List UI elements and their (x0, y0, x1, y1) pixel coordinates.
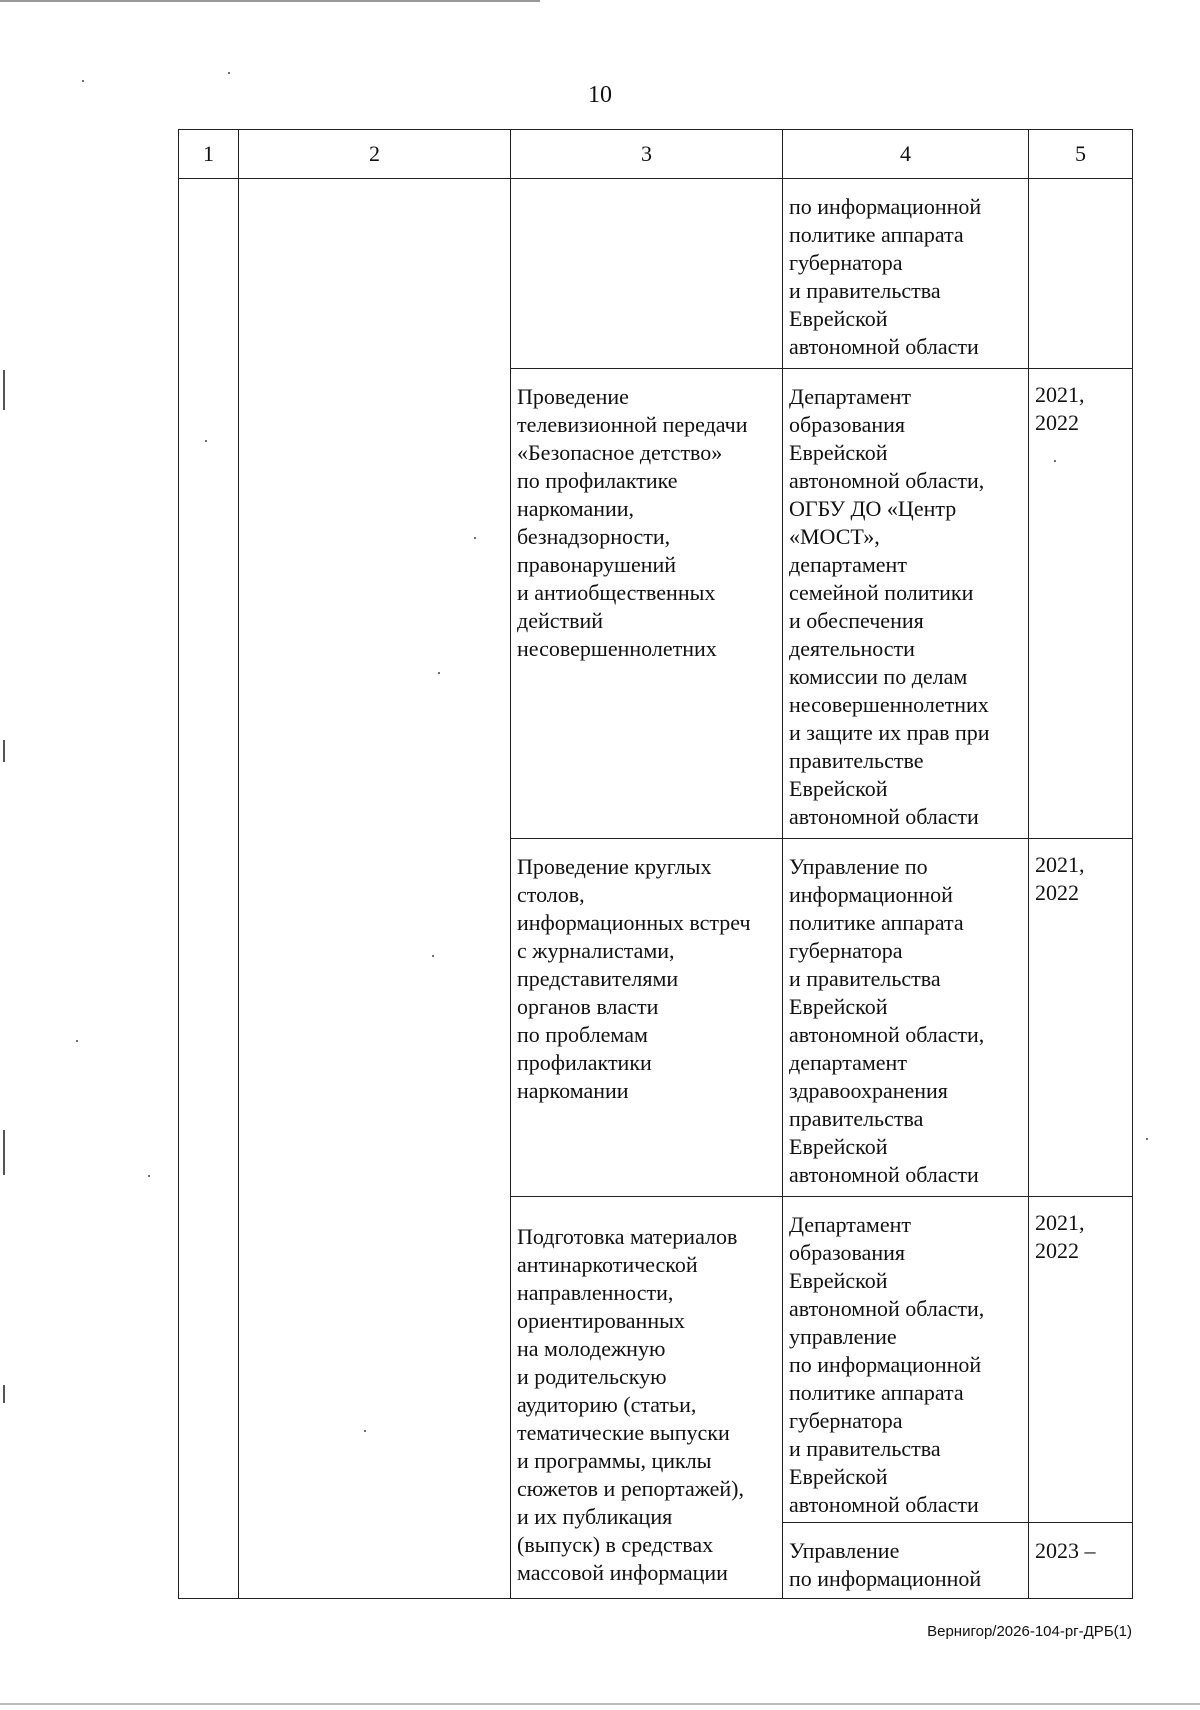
cell-period: 2021, 2022 (1029, 839, 1133, 1197)
scan-edge-bottom (0, 1703, 1200, 1705)
header-row (179, 130, 1133, 179)
cell-activity: Подготовка материалов антинаркотической направленности, ориентированных на молодежную и родительскую аудиторию (статьи, тематические выпуски и программы, циклы сюжетов и репортажей), и их публикация (выпуск) в средствах массовой информации (511, 1197, 783, 1599)
cell-responsible: Управление по информационной политике аппарата губернатора и правительства Еврейской автономной области, департамент здравоохранения правительства Еврейской автономной области (783, 839, 1029, 1197)
measures-table (178, 129, 1133, 1599)
scan-speck (148, 1175, 150, 1177)
header-col-2: 2 (239, 130, 511, 179)
scan-speck (76, 1040, 78, 1042)
cell-period (1029, 179, 1133, 369)
scan-margin-mark (3, 1385, 5, 1403)
header-col-1: 1 (179, 130, 239, 179)
cell-col-2 (239, 179, 511, 1599)
cell-period: 2023 – (1029, 1523, 1133, 1599)
cell-activity: Проведение телевизионной передачи «Безопасное детство» по профилактике наркомании, безнадзорности, правонарушений и антиобщественных действий несовершеннолетних (511, 369, 783, 839)
cell-responsible: Департамент образования Еврейской автономной области, управление по информационной политике аппарата губернатора и правительства Еврейской автономной области (783, 1197, 1029, 1523)
scan-speck (438, 672, 440, 674)
header-col-4: 4 (783, 130, 1029, 179)
header-col-3: 3 (511, 130, 783, 179)
scan-margin-mark (3, 370, 5, 410)
scan-margin-mark (3, 740, 5, 762)
scan-edge-top (0, 0, 540, 2)
scan-speck (82, 80, 84, 82)
cell-responsible: Департамент образования Еврейской автономной области, ОГБУ ДО «Центр «МОСТ», департамент семейной политики и обеспечения деятельности комиссии по делам несовершеннолетних и защите их прав при правительстве Еврейской автономной области (783, 369, 1029, 839)
scan-speck (1146, 1138, 1148, 1140)
cell-responsible: по информационной политике аппарата губернатора и правительства Еврейской автономной области (783, 179, 1029, 369)
page-number: 10 (588, 82, 612, 108)
scan-speck (474, 537, 476, 539)
cell-responsible: Управление по информационной (783, 1523, 1029, 1599)
cell-col-1 (179, 179, 239, 1599)
scan-speck (228, 72, 230, 74)
scan-speck (432, 955, 434, 957)
scan-speck (205, 440, 207, 442)
cell-activity: Проведение круглых столов, информационных встреч с журналистами, представителями органов власти по проблемам профилактики наркомании (511, 839, 783, 1197)
scan-speck (364, 1430, 366, 1432)
scan-speck (1054, 460, 1056, 462)
header-col-5: 5 (1029, 130, 1133, 179)
cell-activity (511, 179, 783, 369)
cell-period: 2021, 2022 (1029, 1197, 1133, 1523)
table-row (179, 179, 1133, 369)
cell-period: 2021, 2022 (1029, 369, 1133, 839)
scan-margin-mark (3, 1130, 5, 1175)
document-reference: Вернигор/2026-104-рг-ДРБ(1) (927, 1623, 1132, 1640)
